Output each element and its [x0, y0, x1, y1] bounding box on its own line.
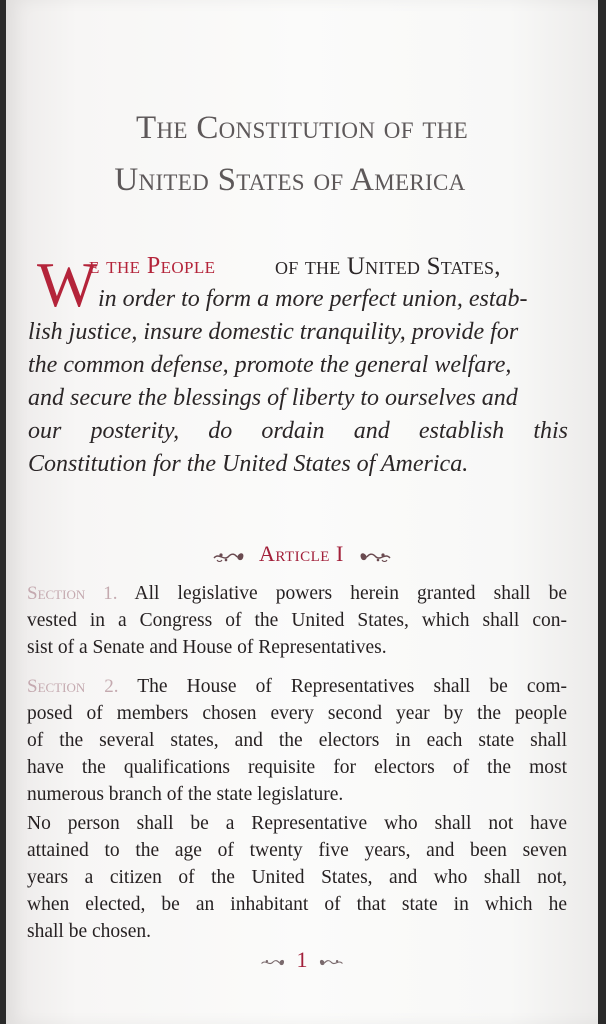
section-2-paragraph-2: [27, 810, 567, 945]
paragraph-line: years a citizen of the United States, and who shall not,: [27, 867, 567, 888]
title-line-2: United States of America: [114, 162, 466, 198]
preamble-line: lish justice, insure domestic tranquility, provide for: [28, 319, 519, 345]
paragraph-line: shall be chosen.: [27, 921, 152, 942]
floral-ornament-icon: [260, 955, 286, 969]
section-1-first-line: [27, 580, 567, 607]
floral-ornament-icon: [318, 955, 344, 969]
preamble-line: our posterity, do ordain and establish this: [28, 418, 568, 444]
section-2-line: numerous branch of the state legislature.: [27, 784, 344, 805]
section-2: [27, 673, 567, 808]
section-2-text: The House of Representatives shall be com-: [137, 676, 567, 697]
preamble-line: in order to form a more perfect union, estab-: [98, 286, 528, 312]
section-1-label: Section 1.: [27, 583, 118, 604]
paragraph-line: No person shall be a Representative who shall not have: [27, 813, 567, 834]
section-1-line: vested in a Congress of the United States, which shall con-: [27, 610, 567, 631]
drop-cap: W: [37, 249, 98, 320]
preamble: [28, 250, 568, 481]
section-2-line: of the several states, and the electors in each state shall: [27, 730, 567, 751]
section-2-label: Section 2.: [27, 676, 119, 697]
section-2-first-line: [27, 673, 567, 700]
book-page: [6, 0, 598, 1024]
floral-ornament-icon: [358, 547, 392, 565]
page-title: [6, 102, 598, 206]
section-1: [27, 580, 567, 661]
floral-ornament-icon: [212, 547, 246, 565]
article-heading: [6, 537, 598, 571]
preamble-line: and secure the blessings of liberty to ourselves and: [28, 385, 518, 411]
title-line-1: The Constitution of the: [136, 110, 468, 146]
preamble-line: the common defense, promote the general welfare,: [28, 352, 512, 378]
section-1-text: All legislative powers herein granted shall be: [134, 583, 567, 604]
paragraph-line: attained to the age of twenty five years, and been seven: [27, 840, 567, 861]
page-number-value: 1: [296, 947, 308, 972]
preamble-line: Constitution for the United States of America.: [28, 451, 469, 477]
section-1-line: sist of a Senate and House of Representatives.: [27, 637, 387, 658]
section-2-line: posed of members chosen every second year by the people: [27, 703, 567, 724]
article-title: Article I: [258, 541, 344, 566]
preamble-opening-red: e the People: [89, 253, 216, 279]
section-2-line: have the qualifications requisite for electors of the most: [27, 757, 567, 778]
preamble-opening-black: of the United States,: [275, 253, 501, 280]
page-number: [6, 946, 598, 974]
paragraph-line: when elected, be an inhabitant of that state in which he: [27, 894, 567, 915]
